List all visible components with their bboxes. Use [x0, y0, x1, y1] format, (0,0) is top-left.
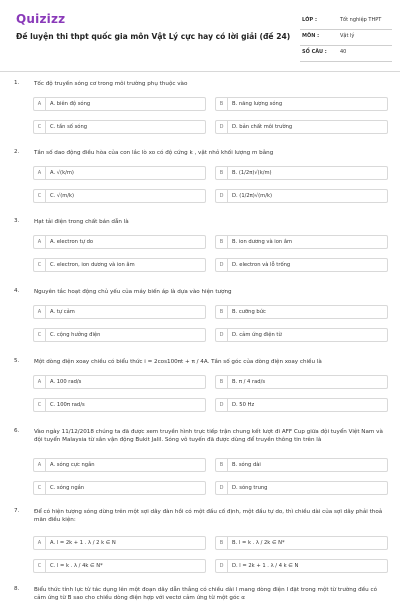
question-number: 2. [14, 149, 20, 155]
option-letter: A [34, 98, 46, 110]
question-number: 4. [14, 288, 20, 294]
option-letter: A [34, 376, 46, 388]
question-text: Nguyên tắc hoạt động chủ yếu của máy biến áp là dựa vào hiện tượng [34, 289, 232, 295]
option-text: A. electron tự do [50, 239, 94, 245]
option-letter: C [34, 560, 46, 572]
option-text: C. √(m/k) [50, 193, 75, 199]
option-text: D. cảm ứng điện từ [232, 332, 282, 338]
option-text: A. l = 2k + 1 . λ / 2 k ∈ N [50, 540, 116, 546]
option-text: C. electron, ion dương và ion âm [50, 262, 135, 268]
question-number: 8. [14, 586, 20, 592]
option-text: D. 50 Hz [232, 402, 255, 408]
info-row-count [300, 46, 392, 62]
question-text: Một dòng điện xoay chiều có biểu thức i = 2cos100πt + π / 4A. Tần số góc của dòng điện xoay chiều là [34, 359, 322, 365]
worksheet-title: Đề luyện thi thpt quốc gia môn Vật Lý cực hay có lời giải (đề 24) [16, 32, 291, 41]
option-letter: B [216, 236, 228, 248]
question-number: 7. [14, 508, 20, 514]
option-b[interactable] [215, 458, 388, 472]
option-letter: A [34, 236, 46, 248]
option-letter: D [216, 329, 228, 341]
info-value: Tốt nghiệp THPT [340, 17, 382, 23]
option-text: C. sóng ngắn [50, 485, 85, 491]
option-letter: A [34, 306, 46, 318]
option-letter: B [216, 459, 228, 471]
option-letter: D [216, 121, 228, 133]
option-text: B. sóng dài [232, 462, 261, 468]
question-text: Tần số dao động điều hòa của con lắc lò xo có độ cứng k , vật nhỏ khối lượng m bằng [34, 150, 274, 156]
option-letter: B [216, 376, 228, 388]
option-text: C. l = k . λ / 4k ∈ N* [50, 563, 103, 569]
option-b[interactable] [215, 235, 388, 249]
option-text: B. (1/2π)√(k/m) [232, 170, 272, 176]
option-text: D. bản chất môi trường [232, 124, 293, 130]
option-text: C. tần số sóng [50, 124, 88, 130]
question-text: Để có hiện tượng sóng dừng trên một sợi dây đàn hồi có một đầu cố định, một đầu tự do, thì chiều dài của sợi dây phải thoả mãn điều kiện: [34, 509, 383, 523]
info-label: MÔN : [302, 33, 320, 39]
option-letter: B [216, 537, 228, 549]
question-number: 1. [14, 80, 20, 86]
option-text: A. sóng cực ngắn [50, 462, 95, 468]
option-letter: D [216, 399, 228, 411]
option-b[interactable] [215, 375, 388, 389]
option-text: B. l = k . λ / 2k ∈ N* [232, 540, 285, 546]
option-letter: C [34, 399, 46, 411]
question-text: Biểu thức tính lực từ tác dụng lên một đoạn dây dẫn thẳng có chiều dài l mang dòng điện I đặt trong một từ trường đều có cảm ứng từ B sao cho chiều dòng điện hợp với vectơ cảm ứng từ một góc α [34, 587, 377, 601]
option-d[interactable] [215, 189, 388, 203]
option-c[interactable] [33, 120, 206, 134]
option-c[interactable] [33, 398, 206, 412]
option-text: A. 100 rad/s [50, 379, 82, 385]
option-text: A. biên độ sóng [50, 101, 91, 107]
option-a[interactable] [33, 97, 206, 111]
option-text: B. cưỡng bức [232, 309, 266, 315]
option-letter: C [34, 329, 46, 341]
option-text: D. l = 2k + 1 . λ / 4 k ∈ N [232, 563, 299, 569]
quizizz-logo: Quizizz [16, 12, 66, 26]
option-text: A. √(k/m) [50, 170, 74, 176]
header-divider [0, 71, 400, 72]
question-text: Hạt tải điện trong chất bán dẫn là [34, 219, 129, 225]
option-d[interactable] [215, 398, 388, 412]
option-text: B. ion dương và ion âm [232, 239, 293, 245]
option-c[interactable] [33, 258, 206, 272]
option-b[interactable] [215, 97, 388, 111]
info-row-subject [300, 30, 392, 46]
option-text: A. tự cảm [50, 309, 75, 315]
option-letter: C [34, 482, 46, 494]
info-label: SỐ CÂU : [302, 49, 327, 55]
option-a[interactable] [33, 536, 206, 550]
option-text: C. cộng hưởng điện [50, 332, 101, 338]
option-a[interactable] [33, 305, 206, 319]
option-d[interactable] [215, 258, 388, 272]
question-text: Vào ngày 11/12/2018 chúng ta đã được xem truyền hình trực tiếp trận chung kết lượt đi AFF Cup giữa đội tuyển Việt Nam và đội tuyển Malaysia từ sân vận động Bukit Jalil. Sóng vô tuyến đã được dùng để truyền thông tin trên là [34, 429, 383, 443]
option-a[interactable] [33, 375, 206, 389]
option-c[interactable] [33, 559, 206, 573]
question-number: 5. [14, 358, 20, 364]
option-d[interactable] [215, 559, 388, 573]
option-letter: D [216, 560, 228, 572]
option-d[interactable] [215, 481, 388, 495]
option-d[interactable] [215, 328, 388, 342]
option-text: C. 100π rad/s [50, 402, 85, 408]
option-a[interactable] [33, 458, 206, 472]
option-text: B. π / 4 rad/s [232, 379, 266, 385]
question-text: Tốc độ truyền sóng cơ trong môi trường phụ thuộc vào [34, 81, 188, 87]
option-letter: D [216, 259, 228, 271]
option-letter: B [216, 306, 228, 318]
option-b[interactable] [215, 536, 388, 550]
worksheet-info [300, 14, 392, 62]
option-b[interactable] [215, 305, 388, 319]
option-letter: C [34, 259, 46, 271]
option-a[interactable] [33, 166, 206, 180]
info-value: Vật lý [340, 33, 355, 39]
option-c[interactable] [33, 189, 206, 203]
page-header [0, 0, 400, 70]
option-letter: C [34, 190, 46, 202]
option-letter: A [34, 537, 46, 549]
option-a[interactable] [33, 235, 206, 249]
option-b[interactable] [215, 166, 388, 180]
info-label: LỚP : [302, 17, 317, 23]
info-row-class [300, 14, 392, 30]
option-letter: B [216, 98, 228, 110]
option-letter: A [34, 167, 46, 179]
option-letter: A [34, 459, 46, 471]
option-letter: D [216, 482, 228, 494]
option-text: D. (1/2π)√(m/k) [232, 193, 272, 199]
option-text: B. năng lượng sóng [232, 101, 283, 107]
option-text: D. sóng trung [232, 485, 268, 491]
option-letter: B [216, 167, 228, 179]
option-d[interactable] [215, 120, 388, 134]
option-letter: D [216, 190, 228, 202]
info-value: 40 [340, 49, 347, 55]
option-letter: C [34, 121, 46, 133]
option-c[interactable] [33, 328, 206, 342]
question-number: 6. [14, 428, 20, 434]
option-text: D. electron và lỗ trống [232, 262, 291, 268]
question-number: 3. [14, 218, 20, 224]
option-c[interactable] [33, 481, 206, 495]
